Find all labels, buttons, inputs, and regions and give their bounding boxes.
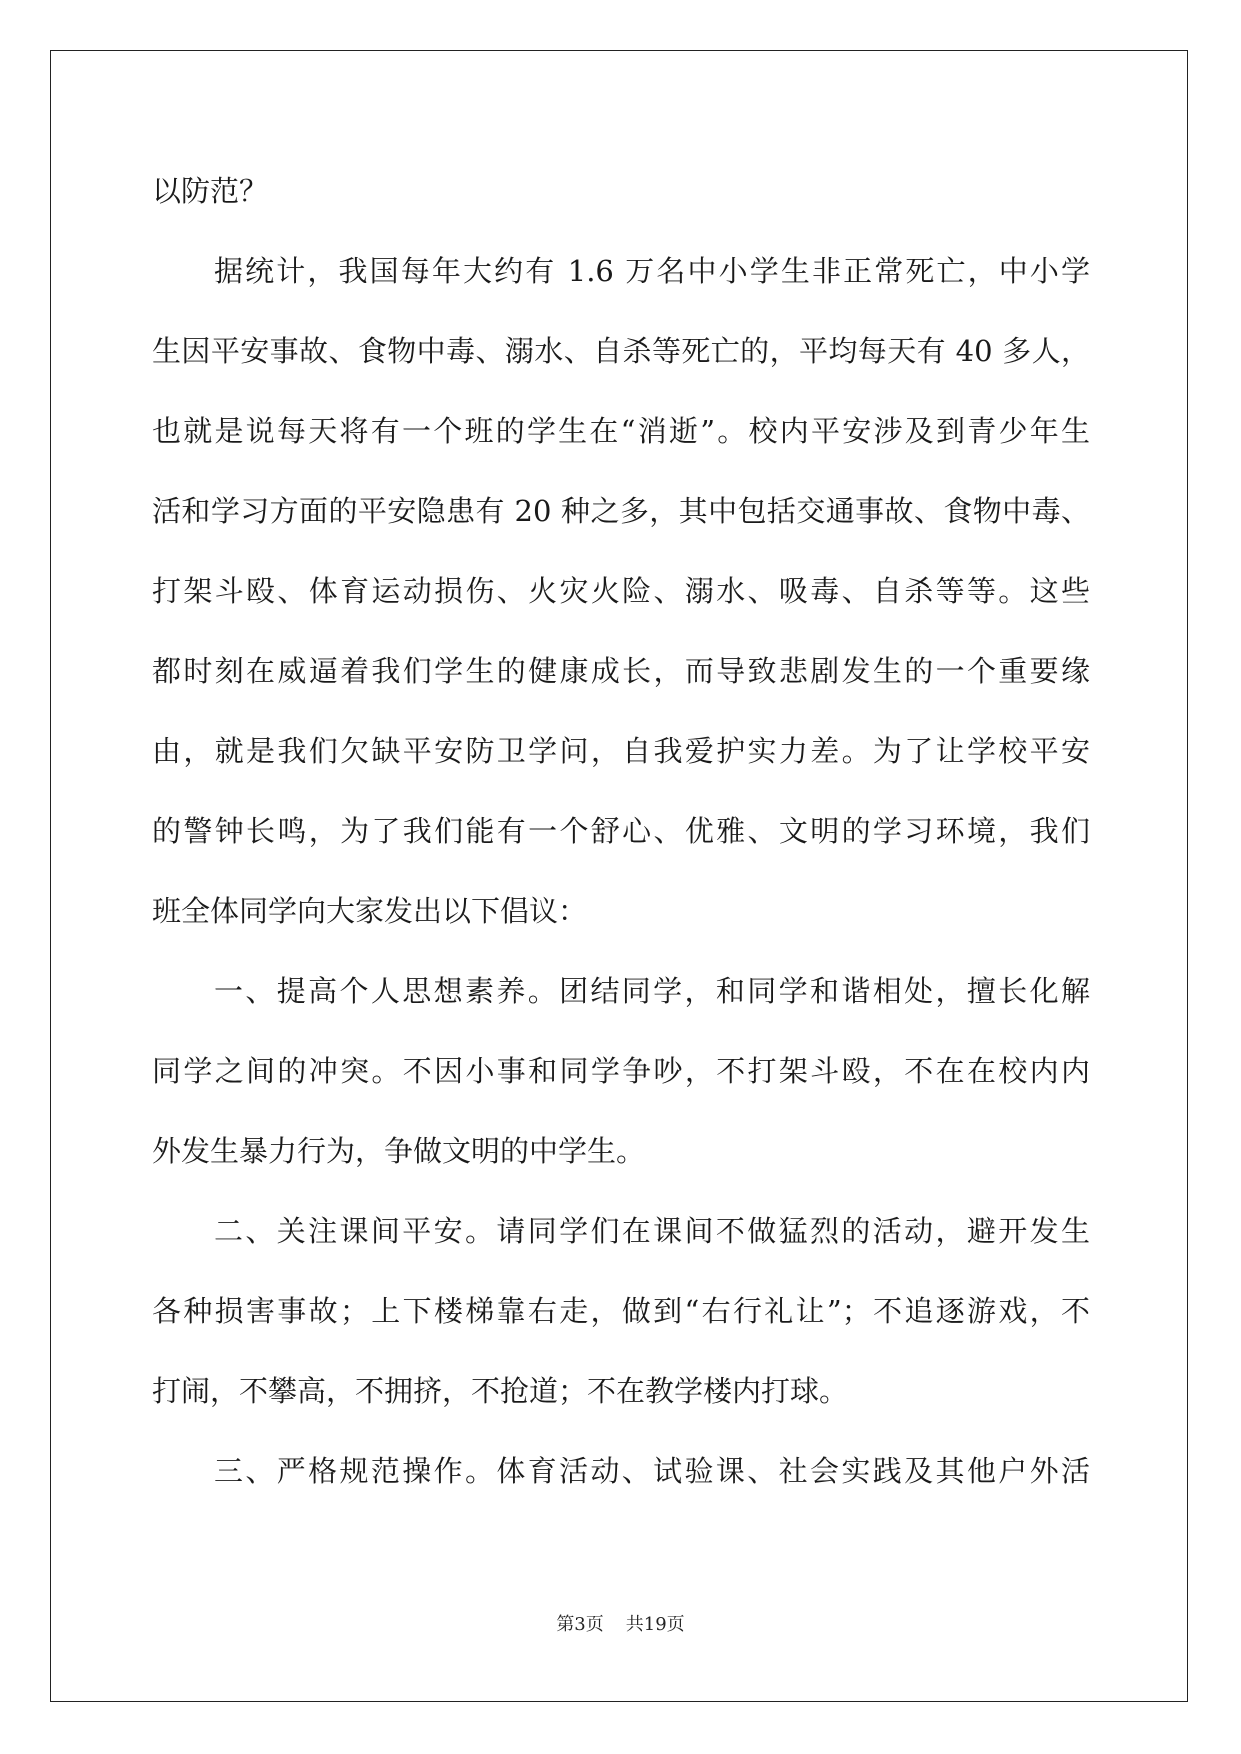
text-line: 三、严格规范操作。体育活动、试验课、社会实践及其他户外活 bbox=[214, 1454, 1090, 1488]
text-line: 也就是说每天将有一个班的学生在“消逝”。校内平安涉及到青少年生 bbox=[152, 414, 1090, 448]
page-number: 第3页 bbox=[556, 1614, 604, 1635]
document-body bbox=[152, 161, 1090, 1521]
page-footer bbox=[0, 1610, 1241, 1636]
text-line: 由，就是我们欠缺平安防卫学问，自我爱护实力差。为了让学校平安 bbox=[152, 734, 1090, 768]
text-line: 都时刻在威逼着我们学生的健康成长，而导致悲剧发生的一个重要缘 bbox=[152, 654, 1090, 688]
text-line: 生因平安事故、食物中毒、溺水、自杀等死亡的，平均每天有 40 多人， bbox=[152, 334, 1090, 368]
text-line: 打架斗殴、体育运动损伤、火灾火险、溺水、吸毒、自杀等等。这些 bbox=[152, 574, 1090, 608]
text-line: 二、关注课间平安。请同学们在课间不做猛烈的活动，避开发生 bbox=[214, 1214, 1090, 1248]
text-line: 以防范？ bbox=[152, 174, 269, 208]
text-line: 活和学习方面的平安隐患有 20 种之多，其中包括交通事故、食物中毒、 bbox=[152, 494, 1090, 528]
text-line: 一、提高个人思想素养。团结同学，和同学和谐相处，擅长化解 bbox=[214, 974, 1090, 1008]
text-line: 同学之间的冲突。不因小事和同学争吵，不打架斗殴，不在在校内内 bbox=[152, 1054, 1090, 1088]
text-line: 外发生暴力行为，争做文明的中学生。 bbox=[152, 1134, 646, 1168]
text-line: 班全体同学向大家发出以下倡议： bbox=[152, 894, 588, 928]
text-line: 的警钟长鸣，为了我们能有一个舒心、优雅、文明的学习环境，我们 bbox=[152, 814, 1090, 848]
page-total: 共19页 bbox=[625, 1614, 685, 1635]
text-line: 打闹，不攀高，不拥挤，不抢道；不在教学楼内打球。 bbox=[152, 1374, 849, 1408]
text-line: 据统计，我国每年大约有 1.6 万名中小学生非正常死亡，中小学 bbox=[214, 254, 1090, 288]
text-line: 各种损害事故；上下楼梯靠右走，做到“右行礼让”；不追逐游戏，不 bbox=[152, 1294, 1090, 1328]
